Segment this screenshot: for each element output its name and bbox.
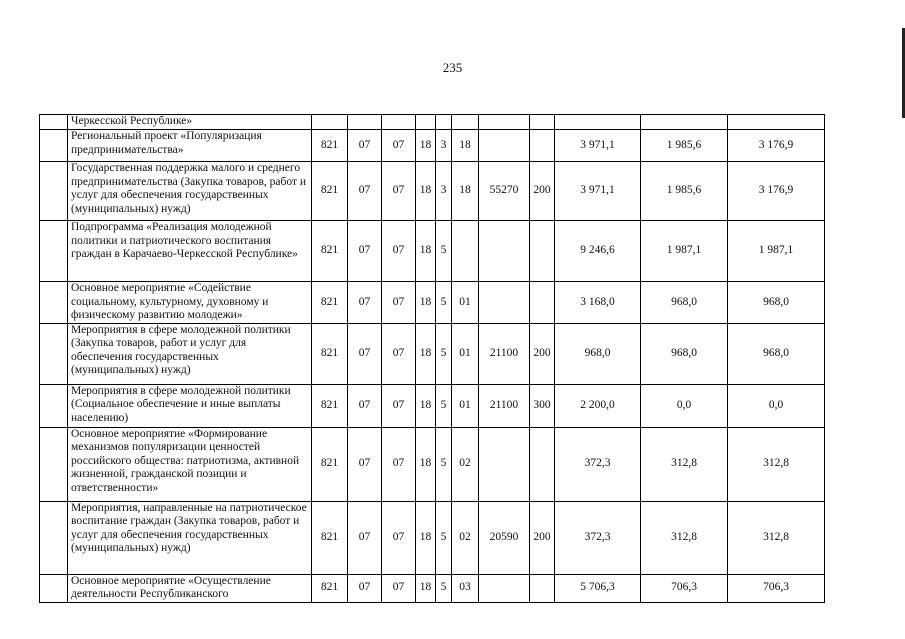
section-code-cell: 07 bbox=[348, 130, 382, 162]
subsection-code-cell: 07 bbox=[382, 323, 416, 384]
direction-code-cell bbox=[479, 574, 530, 602]
expense-type-code-cell bbox=[530, 282, 555, 324]
table-body bbox=[40, 115, 825, 603]
subprogram-code-cell: 5 bbox=[436, 501, 452, 574]
program-code-cell: 18 bbox=[416, 384, 436, 427]
subsection-code-cell: 07 bbox=[382, 130, 416, 162]
row-name-cell: Мероприятия в сфере молодежной политики (Закупка товаров, работ и услуг для обеспечения государственных (муниципальных) нужд) bbox=[68, 323, 312, 384]
row-number-cell bbox=[40, 323, 68, 384]
admin-code-cell: 821 bbox=[312, 384, 348, 427]
amount-year-1-cell: 372,3 bbox=[555, 427, 641, 501]
direction-code-cell: 55270 bbox=[479, 162, 530, 221]
subprogram-code-cell: 5 bbox=[436, 282, 452, 324]
activity-code-cell bbox=[452, 115, 479, 130]
expense-type-code-cell bbox=[530, 221, 555, 282]
amount-year-2-cell: 0,0 bbox=[641, 384, 728, 427]
table-row bbox=[40, 221, 825, 282]
row-name-cell: Мероприятия в сфере молодежной политики (Социальное обеспечение и иные выплаты населению) bbox=[68, 384, 312, 427]
expense-type-code-cell: 200 bbox=[530, 323, 555, 384]
subprogram-code-cell: 5 bbox=[436, 323, 452, 384]
amount-year-1-cell bbox=[555, 115, 641, 130]
program-code-cell: 18 bbox=[416, 574, 436, 602]
amount-year-1-cell: 968,0 bbox=[555, 323, 641, 384]
subprogram-code-cell: 3 bbox=[436, 162, 452, 221]
row-number-cell bbox=[40, 384, 68, 427]
activity-code-cell: 02 bbox=[452, 427, 479, 501]
amount-year-2-cell: 706,3 bbox=[641, 574, 728, 602]
amount-year-3-cell: 0,0 bbox=[728, 384, 825, 427]
activity-code-cell: 03 bbox=[452, 574, 479, 602]
expense-type-code-cell bbox=[530, 427, 555, 501]
table-row bbox=[40, 501, 825, 574]
direction-code-cell bbox=[479, 221, 530, 282]
amount-year-1-cell: 9 246,6 bbox=[555, 221, 641, 282]
admin-code-cell: 821 bbox=[312, 574, 348, 602]
activity-code-cell bbox=[452, 221, 479, 282]
amount-year-2-cell: 968,0 bbox=[641, 282, 728, 324]
row-number-cell bbox=[40, 501, 68, 574]
activity-code-cell: 18 bbox=[452, 162, 479, 221]
section-code-cell: 07 bbox=[348, 282, 382, 324]
program-code-cell: 18 bbox=[416, 130, 436, 162]
amount-year-2-cell: 312,8 bbox=[641, 501, 728, 574]
amount-year-2-cell: 312,8 bbox=[641, 427, 728, 501]
admin-code-cell: 821 bbox=[312, 221, 348, 282]
program-code-cell: 18 bbox=[416, 282, 436, 324]
table-row bbox=[40, 384, 825, 427]
row-number-cell bbox=[40, 574, 68, 602]
direction-code-cell: 21100 bbox=[479, 323, 530, 384]
row-name-cell: Основное мероприятие «Осуществление деятельности Республиканского bbox=[68, 574, 312, 602]
activity-code-cell: 18 bbox=[452, 130, 479, 162]
budget-table bbox=[39, 114, 825, 603]
program-code-cell: 18 bbox=[416, 501, 436, 574]
amount-year-3-cell: 706,3 bbox=[728, 574, 825, 602]
row-name-cell: Государственная поддержка малого и среднего предпринимательства (Закупка товаров, работ и услуг для обеспечения государственных (муниципальных) нужд) bbox=[68, 162, 312, 221]
direction-code-cell bbox=[479, 130, 530, 162]
row-number-cell bbox=[40, 162, 68, 221]
program-code-cell: 18 bbox=[416, 323, 436, 384]
row-number-cell bbox=[40, 115, 68, 130]
section-code-cell: 07 bbox=[348, 384, 382, 427]
table-row bbox=[40, 574, 825, 602]
activity-code-cell: 01 bbox=[452, 282, 479, 324]
subprogram-code-cell: 5 bbox=[436, 427, 452, 501]
row-name-cell: Основное мероприятие «Формирование механизмов популяризации ценностей российского общества: патриотизма, активной жизненной, гражданской позиции и ответственности» bbox=[68, 427, 312, 501]
row-name-cell: Подпрограмма «Реализация молодежной политики и патриотического воспитания граждан в Карачаево-Черкесской Республике» bbox=[68, 221, 312, 282]
admin-code-cell bbox=[312, 115, 348, 130]
section-code-cell: 07 bbox=[348, 323, 382, 384]
amount-year-3-cell bbox=[728, 115, 825, 130]
row-name-cell: Черкесской Республике» bbox=[68, 115, 312, 130]
section-code-cell bbox=[348, 115, 382, 130]
section-code-cell: 07 bbox=[348, 574, 382, 602]
amount-year-1-cell: 3 168,0 bbox=[555, 282, 641, 324]
amount-year-1-cell: 372,3 bbox=[555, 501, 641, 574]
program-code-cell bbox=[416, 115, 436, 130]
section-code-cell: 07 bbox=[348, 501, 382, 574]
table-row bbox=[40, 427, 825, 501]
amount-year-2-cell: 1 985,6 bbox=[641, 130, 728, 162]
expense-type-code-cell: 200 bbox=[530, 162, 555, 221]
section-code-cell: 07 bbox=[348, 221, 382, 282]
amount-year-3-cell: 968,0 bbox=[728, 323, 825, 384]
subsection-code-cell: 07 bbox=[382, 574, 416, 602]
activity-code-cell: 02 bbox=[452, 501, 479, 574]
subsection-code-cell: 07 bbox=[382, 427, 416, 501]
amount-year-3-cell: 312,8 bbox=[728, 501, 825, 574]
expense-type-code-cell bbox=[530, 130, 555, 162]
direction-code-cell bbox=[479, 115, 530, 130]
direction-code-cell: 21100 bbox=[479, 384, 530, 427]
subprogram-code-cell: 5 bbox=[436, 384, 452, 427]
expense-type-code-cell bbox=[530, 115, 555, 130]
amount-year-2-cell bbox=[641, 115, 728, 130]
expense-type-code-cell: 200 bbox=[530, 501, 555, 574]
amount-year-3-cell: 1 987,1 bbox=[728, 221, 825, 282]
row-number-cell bbox=[40, 427, 68, 501]
subsection-code-cell: 07 bbox=[382, 501, 416, 574]
direction-code-cell bbox=[479, 282, 530, 324]
program-code-cell: 18 bbox=[416, 221, 436, 282]
table-row bbox=[40, 130, 825, 162]
amount-year-1-cell: 3 971,1 bbox=[555, 130, 641, 162]
subprogram-code-cell: 5 bbox=[436, 221, 452, 282]
page-number: 235 bbox=[442, 60, 463, 75]
expense-type-code-cell bbox=[530, 574, 555, 602]
row-number-cell bbox=[40, 282, 68, 324]
admin-code-cell: 821 bbox=[312, 501, 348, 574]
table-row bbox=[40, 323, 825, 384]
amount-year-2-cell: 1 987,1 bbox=[641, 221, 728, 282]
activity-code-cell: 01 bbox=[452, 384, 479, 427]
subsection-code-cell: 07 bbox=[382, 384, 416, 427]
admin-code-cell: 821 bbox=[312, 130, 348, 162]
row-name-cell: Основное мероприятие «Содействие социальному, культурному, духовному и физическому развитию молодежи» bbox=[68, 282, 312, 324]
subsection-code-cell: 07 bbox=[382, 221, 416, 282]
admin-code-cell: 821 bbox=[312, 323, 348, 384]
section-code-cell: 07 bbox=[348, 162, 382, 221]
admin-code-cell: 821 bbox=[312, 162, 348, 221]
admin-code-cell: 821 bbox=[312, 282, 348, 324]
row-number-cell bbox=[40, 221, 68, 282]
subprogram-code-cell: 3 bbox=[436, 130, 452, 162]
program-code-cell: 18 bbox=[416, 162, 436, 221]
amount-year-3-cell: 312,8 bbox=[728, 427, 825, 501]
amount-year-1-cell: 5 706,3 bbox=[555, 574, 641, 602]
amount-year-3-cell: 3 176,9 bbox=[728, 130, 825, 162]
amount-year-2-cell: 968,0 bbox=[641, 323, 728, 384]
subprogram-code-cell: 5 bbox=[436, 574, 452, 602]
table-row bbox=[40, 162, 825, 221]
admin-code-cell: 821 bbox=[312, 427, 348, 501]
program-code-cell: 18 bbox=[416, 427, 436, 501]
expense-type-code-cell: 300 bbox=[530, 384, 555, 427]
table-row bbox=[40, 282, 825, 324]
subsection-code-cell: 07 bbox=[382, 282, 416, 324]
row-name-cell: Региональный проект «Популяризация предпринимательства» bbox=[68, 130, 312, 162]
table-row bbox=[40, 115, 825, 130]
activity-code-cell: 01 bbox=[452, 323, 479, 384]
row-number-cell bbox=[40, 130, 68, 162]
amount-year-1-cell: 2 200,0 bbox=[555, 384, 641, 427]
amount-year-2-cell: 1 985,6 bbox=[641, 162, 728, 221]
amount-year-1-cell: 3 971,1 bbox=[555, 162, 641, 221]
amount-year-3-cell: 968,0 bbox=[728, 282, 825, 324]
row-name-cell: Мероприятия, направленные на патриотическое воспитание граждан (Закупка товаров, работ и услуг для обеспечения государственных (муниципальных) нужд) bbox=[68, 501, 312, 574]
subprogram-code-cell bbox=[436, 115, 452, 130]
direction-code-cell bbox=[479, 427, 530, 501]
subsection-code-cell: 07 bbox=[382, 162, 416, 221]
section-code-cell: 07 bbox=[348, 427, 382, 501]
direction-code-cell: 20590 bbox=[479, 501, 530, 574]
subsection-code-cell bbox=[382, 115, 416, 130]
amount-year-3-cell: 3 176,9 bbox=[728, 162, 825, 221]
